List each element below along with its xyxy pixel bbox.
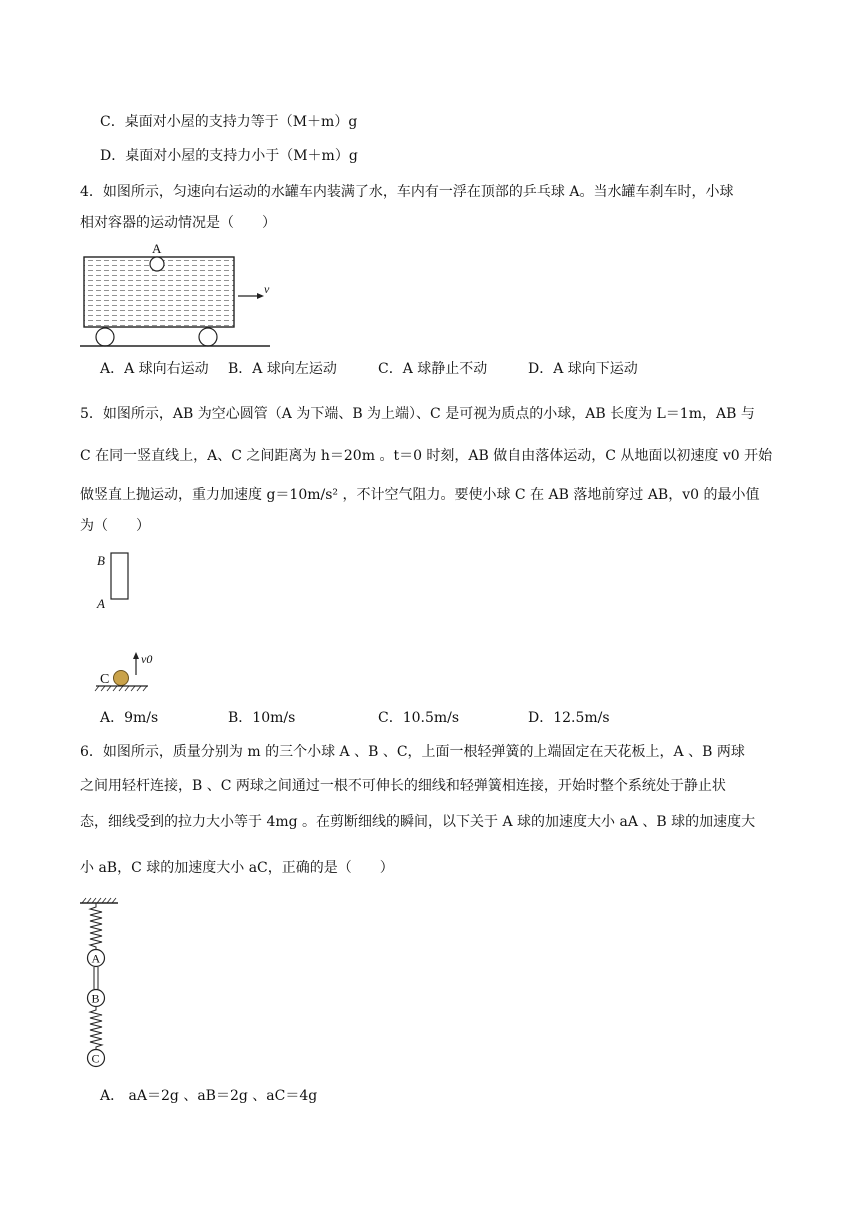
bottom-spring (90, 1007, 102, 1050)
q6-spring-system-figure (76, 895, 126, 1070)
q5-stem-line3: 做竖直上抛运动，重力加速度 g＝10m/s² ，不计空气阻力。要使小球 C 在 AB 落地前穿过 AB，v0 的最小值 (80, 487, 760, 503)
q5-tube-ball-figure (90, 545, 180, 695)
hollow-tube (111, 553, 128, 599)
q3-option-d: D．桌面对小屋的支持力小于（M＋m）g (100, 148, 358, 164)
q4-option-c: C．A 球静止不动 (378, 361, 488, 377)
q4-stem-line2: 相对容器的运动情况是（ ） (80, 215, 276, 231)
wheel-left (96, 328, 114, 346)
q5-stem-line2: C 在同一竖直线上，A、C 之间距离为 h＝20m 。t＝0 时刻，AB 做自由落体运动，C 从地面以初速度 v0 开始 (80, 448, 773, 464)
q6-stem-line3: 态，细线受到的拉力大小等于 4mg 。在剪断细线的瞬间，以下关于 A 球的加速度大小 aA 、B 球的加速度大 (80, 814, 756, 830)
q5-stem-line1: 5．如图所示，AB 为空心圆管（A 为下端、B 为上端）、C 是可视为质点的小球，AB 长度为 L＝1m，AB 与 (80, 406, 755, 422)
q6-stem-line1: 6．如图所示，质量分别为 m 的三个小球 A 、B 、C，上面一根轻弹簧的上端固定在天花板上，A 、B 两球 (80, 744, 745, 760)
q5-option-c: C．10.5m/s (378, 710, 460, 726)
q5-option-d: D．12.5m/s (528, 710, 610, 726)
top-spring (90, 903, 102, 950)
wheel-right (199, 328, 217, 346)
velocity-label: v (264, 282, 270, 296)
v0-label: v0 (141, 652, 153, 666)
q6-stem-line4: 小 aB，C 球的加速度大小 aC，正确的是（ ） (80, 860, 394, 876)
ball-label-b: B (91, 991, 100, 1006)
q5-option-a: A．9m/s (100, 710, 159, 726)
tank-label-a: A (152, 241, 162, 256)
tube-label-b: B (97, 553, 105, 568)
q5-stem-line4: 为（ ） (80, 518, 150, 534)
tube-label-a: A (97, 596, 105, 611)
q4-option-a: A．A 球向右运动 (100, 361, 209, 377)
ball-label-c: C (91, 1051, 100, 1066)
q4-tank-figure (80, 238, 280, 350)
ball-label-a: A (91, 951, 101, 966)
ball-a (150, 257, 164, 271)
q3-option-c: C．桌面对小屋的支持力等于（M＋m）g (100, 114, 358, 130)
q4-option-d: D．A 球向下运动 (528, 361, 638, 377)
q6-option-a: A． aA＝2g 、aB＝2g 、aC＝4g (100, 1088, 318, 1104)
ball-c (114, 671, 129, 686)
q4-stem-line1: 4．如图所示，匀速向右运动的水罐车内装满了水，车内有一浮在顶部的乒乓球 A。当水罐车刹车时，小球 (80, 184, 734, 200)
ball-label-c: C (100, 672, 110, 687)
q4-option-b: B．A 球向左运动 (228, 361, 337, 377)
q5-option-b: B．10m/s (228, 710, 296, 726)
q6-stem-line2: 之间用轻杆连接，B 、C 两球之间通过一根不可伸长的细线和轻弹簧相连接，开始时整个系统处于静止状 (80, 778, 726, 794)
